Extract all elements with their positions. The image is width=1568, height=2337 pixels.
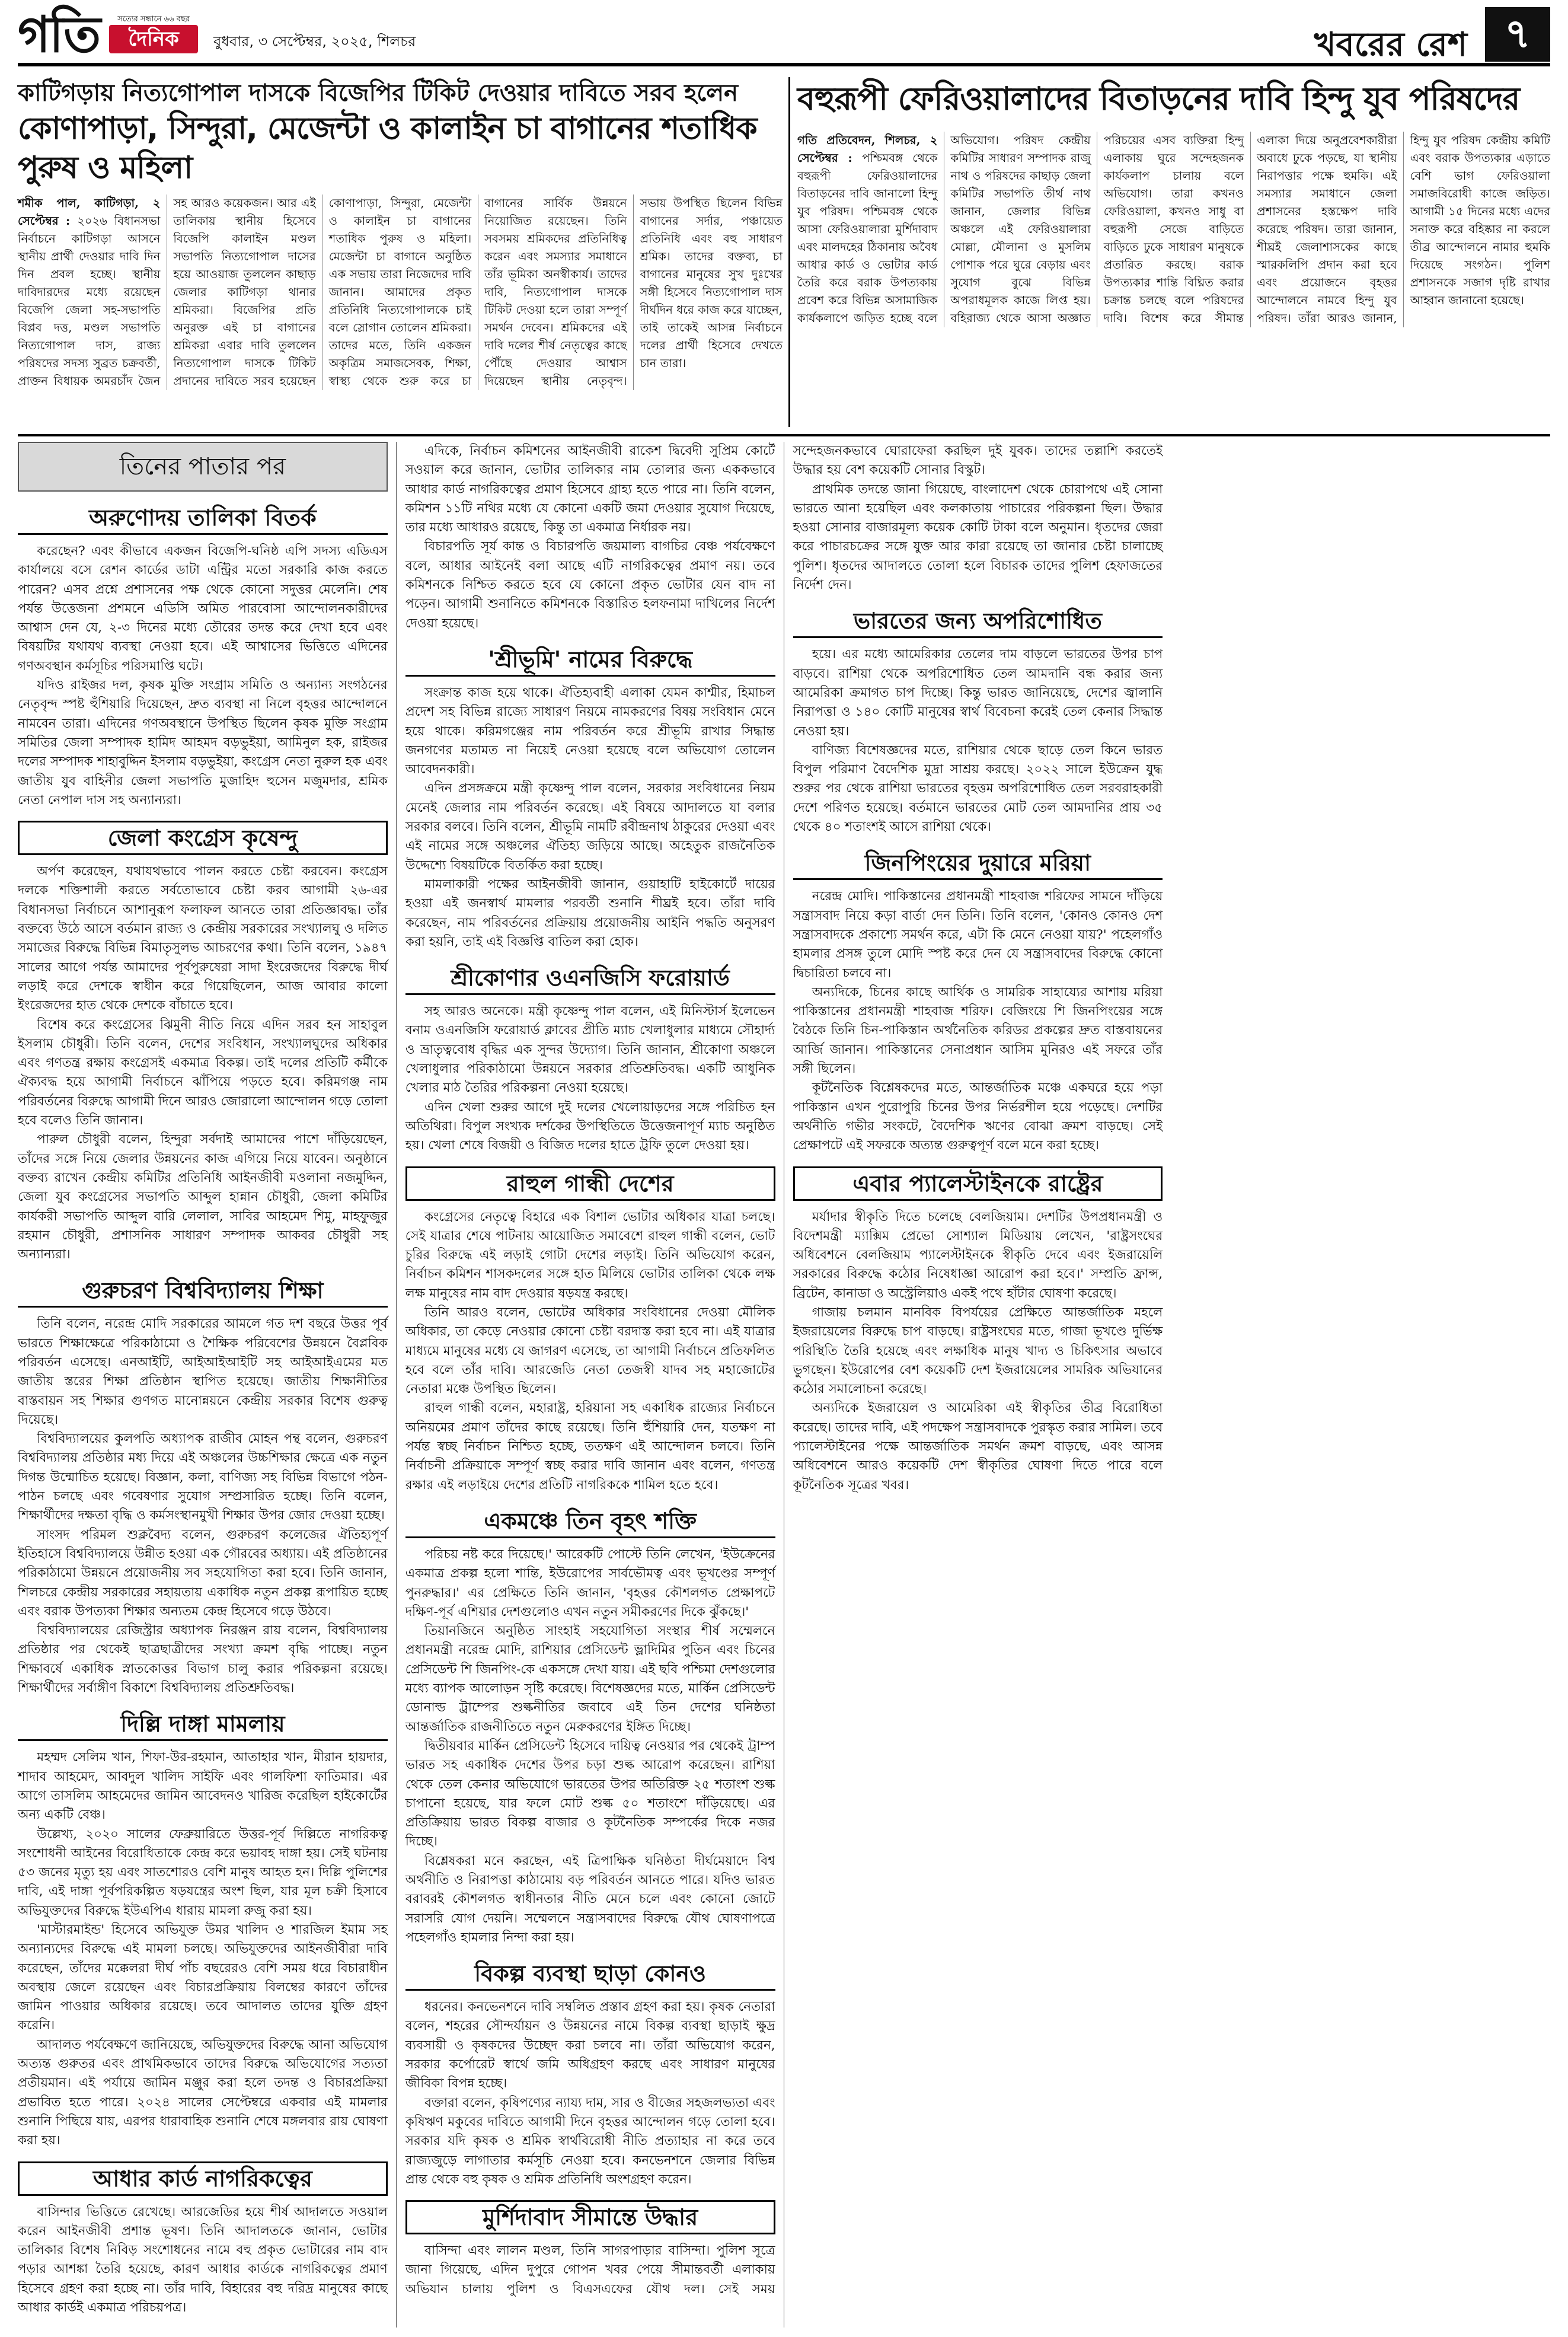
article-headline[interactable]: জেলা কংগ্রেস কৃষেন্দু [18,821,388,855]
article-paragraph: বিশ্ববিদ্যালয়ের কুলপতি অধ্যাপক রাজীব মোহন পন্থ বলেন, গুরুচরণ বিশ্ববিদ্যালয় প্রতিষ্ঠার মধ্য দিয়ে এই অঞ্চলের উচ্চশিক্ষার ক্ষেত্রে এক নতুন দিগন্ত উন্মোচিত হয়েছে। বিজ্ঞান, কলা, বাণিজ্য সহ বিভিন্ন বিভাগে পঠন-পাঠন চলছে এবং গবেষণার সুযোগ সম্প্রসারিত হচ্ছে। তিনি বলেন, শিক্ষার্থীদের দক্ষতা বৃদ্ধি ও কর্মসংস্থানমুখী শিক্ষার উপর জোর দেওয়া হচ্ছে। [18,1431,388,1523]
article-headline[interactable]: গুরুচরণ বিশ্ববিদ্যালয় শিক্ষা [18,1275,388,1308]
article-paragraph: গাজায় চলমান মানবিক বিপর্যয়ের প্রেক্ষিতে আন্তর্জাতিক মহলে ইজরায়েলের বিরুদ্ধে চাপ বাড়ছে। রাষ্ট্রসংঘের মতে, গাজা ভূখণ্ডে দুর্ভিক্ষ পরিস্থিতি তৈরি হয়েছে এবং লক্ষাধিক মানুষ খাদ্য ও চিকিৎসার অভাবে ভুগছেন। ইউরোপের বেশ কয়েকটি দেশ ইজরায়েলের সামরিক অভিযানের কঠোর সমালোচনা করেছে। [793,1305,1163,1397]
article-paragraph: সাংসদ পরিমল শুক্লবৈদ্য বলেন, গুরুচরণ কলেজের ঐতিহ্যপূর্ণ ইতিহাসে বিশ্ববিদ্যালয়ে উন্নীত হওয়া এক গৌরবের অধ্যায়। এই প্রতিষ্ঠানের পরিকাঠামো উন্নয়নে প্রয়োজনীয় সব সহযোগিতা করা হবে। তিনি জানান, শিলচরে কেন্দ্রীয় সরকারের সহায়তায় একাধিক নতুন প্রকল্প রূপায়িত হচ্ছে এবং বরাক উপত্যকা শিক্ষার অন্যতম কেন্দ্র হিসেবে গড়ে উঠবে। [18,1527,388,1619]
logo-badge-tagline: সত্যের সন্ধানে ৬৬ বছর [117,15,190,24]
article-paragraph: বিশ্ববিদ্যালয়ের রেজিস্ট্রার অধ্যাপক নিরঞ্জন রায় বলেন, বিশ্ববিদ্যালয় প্রতিষ্ঠার পর থেকেই ছাত্রছাত্রীদের সংখ্যা ক্রমশ বৃদ্ধি পাচ্ছে। নতুন শিক্ষাবর্ষে একাধিক স্নাতকোত্তর বিভাগ চালু করার পরিকল্পনা রয়েছে। শিক্ষার্থীদের সর্বাঙ্গীণ বিকাশে বিশ্ববিদ্যালয় প্রতিশ্রুতিবদ্ধ। [18,1623,388,1696]
logo-badge [109,14,198,57]
logo-text: গতি [18,5,100,63]
article-paragraph: কংগ্রেসের নেতৃত্বে বিহারে এক বিশাল ভোটার অধিকার যাত্রা চলছে। সেই যাত্রার শেষে পাটনায় আয়োজিত সমাবেশে রাহুল গান্ধী বলেন, ভোট চুরির বিরুদ্ধে এই লড়াই গোটা দেশের লড়াই। তিনি অভিযোগ করেন, নির্বাচন কমিশন শাসকদলের সঙ্গে হাত মিলিয়ে ভোটার তালিকা থেকে লক্ষ লক্ষ মানুষের নাম বাদ দেওয়ার ষড়যন্ত্র করছে। [405,1209,775,1301]
article-headline[interactable]: বিকল্প ব্যবস্থা ছাড়া কোনও [405,1958,775,1991]
article-paragraph: মামলাকারী পক্ষের আইনজীবী জানান, গুয়াহাটি হাইকোর্টে দায়ের হওয়া এই জনস্বার্থ মামলার পরবর্তী শুনানি শীঘ্রই হবে। তাঁরা দাবি করেছেন, নাম পরিবর্তনের প্রক্রিয়ায় প্রয়োজনীয় আইনি পদ্ধতি অনুসরণ করা হয়নি, তাই এই বিজ্ঞপ্তি বাতিল করা হোক। [405,876,775,949]
story-tea-garden [18,77,783,427]
article-paragraph: কূটনৈতিক বিশ্লেষকদের মতে, আন্তর্জাতিক মঞ্চে একঘরে হয়ে পড়া পাকিস্তান এখন পুরোপুরি চিনের উপর নির্ভরশীল হয়ে পড়েছে। দেশটির অর্থনীতি গভীর সংকটে, বৈদেশিক ঋণের বোঝা ক্রমশ বাড়ছে। সেই প্রেক্ষাপটে এই সফরকে অত্যন্ত গুরুত্বপূর্ণ বলে মনে করা হচ্ছে। [793,1080,1163,1153]
article-paragraph: মর্যাদার স্বীকৃতি দিতে চলেছে বেলজিয়াম। দেশটির উপপ্রধানমন্ত্রী ও বিদেশমন্ত্রী ম্যাক্সিম প্রেভো সোশ্যাল মিডিয়ায় লেখেন, 'রাষ্ট্রসংঘের অধিবেশনে বেলজিয়াম প্যালেস্টাইনকে স্বীকৃতি দেবে এবং ইজরায়েলি সরকারের বিরুদ্ধে কঠোর নিষেধাজ্ঞা আরোপ করা হবে।' সম্প্রতি ফ্রান্স, ব্রিটেন, কানাডা ও অস্ট্রেলিয়াও একই পথে হাঁটার ঘোষণা করেছে। [793,1209,1163,1301]
article-paragraph: নরেন্দ্র মোদি। পাকিস্তানের প্রধানমন্ত্রী শাহবাজ শরিফের সামনে দাঁড়িয়ে সন্ত্রাসবাদ নিয়ে কড়া বার্তা দেন তিনি। তিনি বলেন, 'কোনও কোনও দেশ সন্ত্রাসবাদকে প্রকাশ্যে সমর্থন করে, এটা কি মেনে নেওয়া যায়?' পহেলগাঁও হামলার প্রসঙ্গ তুলে মোদি স্পষ্ট করে দেন যে সন্ত্রাসবাদের বিরুদ্ধে কোনো দ্বিচারিতা চলবে না। [793,889,1163,981]
article-paragraph: হয়ে। এর মধ্যে আমেরিকার তেলের দাম বাড়লে ভারতের উপর চাপ বাড়বে। রাশিয়া থেকে অপরিশোধিত তেল আমদানি বন্ধ করার জন্য আমেরিকা ক্রমাগত চাপ দিচ্ছে। কিন্তু ভারত জানিয়েছে, দেশের জ্বালানি নিরাপত্তা ও ১৪০ কোটি মানুষের স্বার্থ বিবেচনা করেই তেল কেনার সিদ্ধান্ত নেওয়া হয়। [793,647,1163,739]
article-paragraph: দ্বিতীয়বার মার্কিন প্রেসিডেন্ট হিসেবে দায়িত্ব নেওয়ার পর থেকেই ট্রাম্প ভারত সহ একাধিক দেশের উপর চড়া শুল্ক আরোপ করেছেন। রাশিয়া থেকে তেল কেনার অভিযোগে ভারতের উপর অতিরিক্ত ২৫ শতাংশ শুল্ক চাপানো হয়েছে, যার ফলে মোট শুল্ক ৫০ শতাংশে দাঁড়িয়েছে। এর প্রতিক্রিয়ায় ভারত বিকল্প বাজার ও কূটনৈতিক সম্পর্কের দিকে নজর দিচ্ছে। [405,1738,775,1850]
masthead [18,7,1550,66]
story-headline[interactable]: বহুরূপী ফেরিওয়ালাদের বিতাড়নের দাবি হিন্দু যুব পরিষদের [797,80,1520,117]
article-paragraph: 'মাস্টারমাইন্ড' হিসেবে অভিযুক্ত উমর খালিদ ও শারজিল ইমাম সহ অন্যান্যদের বিরুদ্ধে এই মামলা চলছে। অভিযুক্তদের আইনজীবীরা দাবি করেছেন, তাঁদের মক্কেলরা দীর্ঘ পাঁচ বছরেরও বেশি সময় ধরে বিচারাধীন অবস্থায় জেলে রয়েছেন এবং বিচারপ্রক্রিয়ায় বিলম্বের কারণে তাঁদের জামিন পাওয়ার অধিকার রয়েছে। তবে আদালত তাদের যুক্তি গ্রহণ করেনি। [18,1922,388,2033]
story-kicker: কাটিগড়ায় নিত্যগোপাল দাসকে বিজেপির টিকিট দেওয়ার দাবিতে সরব হলেন [18,79,738,107]
article-paragraph: অর্পণ করেছেন, যথাযথভাবে পালন করতে চেষ্টা করবেন। কংগ্রেস দলকে শক্তিশালী করতে সর্বতোভাবে চেষ্টা করব আগামী ২৬-এর বিধানসভা নির্বাচনে আশানুরূপ ফলাফল আনতে তারা প্রতিজ্ঞাবদ্ধ। তাঁর বক্তব্যে উঠে আসে বর্তমান রাজ্য ও কেন্দ্রীয় সরকারের সংখ্যালঘু ও দলিত সমাজের বিরুদ্ধে বিভিন্ন বিমাতৃসুলভ আচরণের কথা। তিনি বলেন, ১৯৪৭ সালের আগে পর্যন্ত আমাদের পূর্বপুরুষেরা সাদা ইংরেজদের বিরুদ্ধে দীর্ঘ লড়াই করে দেশকে স্বাধীন করে গিয়েছিলেন, আজ আবার কালো ইংরেজদের হাত থেকে দেশকে বাঁচাতে হবে। [18,864,388,1013]
article-paragraph: বাসিন্দা এবং লালন মণ্ডল, তিনি সাগরপাড়ার বাসিন্দা। পুলিশ সূত্রে জানা গিয়েছে, এদিন দুপুরে গোপন খবর পেয়ে সীমান্তবর্তী এলাকায় অভিযান চালায় পুলিশ ও বিএসএফের যৌথ দল। সেই সময় সন্দেহজনকভাবে ঘোরাফেরা করছিল দুই যুবক। তাদের তল্লাশি করতেই উদ্ধার হয় বেশ কয়েকটি সোনার বিস্কুট। [405,444,1163,2297]
story-text: ২০২৬ বিধানসভা নির্বাচনে কাটিগড়া আসনে স্থানীয় প্রার্থী দেওয়ার দাবি দিন দিন প্রবল হচ্ছে। স্থানীয় দাবিদারদের মধ্যে রয়েছেন বিজেপি জেলা সহ-সভাপতি বিপ্লব দত্ত, মণ্ডল সভাপতি নিত্যগোপাল দাস, রাজ্য পরিষদের সদস্য সুব্রত চক্রবর্তী, প্রাক্তন বিধায়ক অমরচাঁদ জৈন সহ আরও কয়েকজন। আর এই তালিকায় স্থানীয় হিসেবে বিজেপি কালাইন মণ্ডল সভাপতি নিত্যগোপাল দাসের হয়ে আওয়াজ তুললেন কাছাড় জেলার কাটিগড়া থানার শ্রমিকরা। বিজেপির প্রতি অনুরক্ত এই চা বাগানের শ্রমিকরা এবার দাবি তুললেন নিত্যগোপাল দাসকে টিকিট প্রদানের দাবিতে সরব হয়েছেন কোণাপাড়া, সিন্দুরা, মেজেন্টা ও কালাইন চা বাগানের শতাধিক পুরুষ ও মহিলা। মেজেন্টা চা বাগানে অনুষ্ঠিত এক সভায় তারা নিজেদের দাবি জানান। আমাদের প্রকৃত প্রতিনিধি নিত্যগোপালকে চাই বলে স্লোগান তোলেন শ্রমিকরা। তাদের মতে, তিনি একজন অকৃত্রিম সমাজসেবক, শিক্ষা, স্বাস্থ্য থেকে শুরু করে চা বাগানের সার্বিক উন্নয়নে নিয়োজিত রয়েছেন। তিনি সবসময় শ্রমিকদের প্রতিনিধিত্ব করেন এবং সমস্যার সমাধানে তাঁর ভূমিকা অনস্বীকার্য। তাদের দাবি, নিত্যগোপাল দাসকে টিকিট দেওয়া হলে তারা সম্পূর্ণ সমর্থন দেবেন। শ্রমিকদের এই দাবি দলের শীর্ষ নেতৃত্বের কাছে পৌঁছে দেওয়ার আশ্বাস দিয়েছেন স্থানীয় নেতৃবৃন্দ। সভায় উপস্থিত ছিলেন বিভিন্ন বাগানের সর্দার, পঞ্চায়েত প্রতিনিধি এবং বহু সাধারণ শ্রমিক। তাদের বক্তব্য, চা বাগানের মানুষের সুখ দুঃখের সঙ্গী হিসেবে নিত্যগোপাল দাস দীর্ঘদিন ধরে কাজ করে যাচ্ছেন, তাই তাকেই আসন্ন নির্বাচনে দলের প্রার্থী হিসেবে দেখতে চান তারা। [18,196,783,388]
article-paragraph: আদালত পর্যবেক্ষণে জানিয়েছে, অভিযুক্তদের বিরুদ্ধে আনা অভিযোগ অত্যন্ত গুরুতর এবং প্রাথমিকভাবে তাদের বিরুদ্ধে অভিযোগের সত্যতা প্রতীয়মান। এই পর্যায়ে জামিন মঞ্জুর করা হলে তদন্ত ও বিচারপ্রক্রিয়া প্রভাবিত হতে পারে। ২০২৪ সালের সেপ্টেম্বরে একবার এই মামলার শুনানি পিছিয়ে যায়, এরপর ধারাবাহিক শুনানি শেষে মঙ্গলবার রায় ঘোষণা করা হয়। [18,2037,388,2148]
article-paragraph: পারুল চৌধুরী বলেন, হিন্দুরা সর্বদাই আমাদের পাশে দাঁড়িয়েছেন, তাঁদের সঙ্গে নিয়ে জেলার উন্নয়নের কাজ এগিয়ে নিয়ে যাবেন। অনুষ্ঠানে বক্তব্য রাখেন কেন্দ্রীয় কমিটির প্রতিনিধি আইনজীবী মওলানা নজমুদ্দিন, জেলা যুব কংগ্রেসের সভাপতি আব্দুল হান্নান চৌধুরী, জেলা কমিটির কার্যকরী সভাপতি আব্দুল বারি লেলাল, সাবির আহমেদ শিমু, মাহফুজুর রহমান চৌধুরী, প্রশাসনিক সাধারণ সম্পাদক আকবর চৌধুরী সহ অন্যান্যরা। [18,1132,388,1262]
story-byline: শমীক পাল, কাটিগড়া, ২ সেপ্টেম্বর : [18,196,161,228]
article-headline[interactable]: একমঞ্চে তিন বৃহৎ শক্তি [405,1506,775,1538]
story-byline: গতি প্রতিবেদন, শিলচর, ২ সেপ্টেম্বর : [797,133,938,165]
article-paragraph: বিচারপতি সূর্য কান্ত ও বিচারপতি জয়মাল্য বাগচির বেঞ্চ পর্যবেক্ষণে বলে, আধার আইনেই বলা আছে এটি নাগরিকত্বের প্রমাণ নয়। তবে কমিশনকে নিশ্চিত করতে হবে যে কোনো প্রকৃত ভোটার যেন বাদ না পড়েন। আগামী শুনানিতে কমিশনকে বিস্তারিত হলফনামা দাখিলের নির্দেশ দেওয়া হয়েছে। [405,539,775,631]
article-headline[interactable]: রাহুল গান্ধী দেশের [405,1166,775,1201]
article-paragraph: অন্যদিকে, চিনের কাছে আর্থিক ও সামরিক সাহায্যের আশায় মরিয়া পাকিস্তানের প্রধানমন্ত্রী শাহবাজ শরিফ। বেজিংয়ে শি জিনপিংয়ের সঙ্গে বৈঠকে তিনি চিন-পাকিস্তান অর্থনৈতিক করিডর প্রকল্পের দ্রুত বাস্তবায়নের আর্জি জানান। পাকিস্তানের সেনাপ্রধান আসিম মুনিরও এই সফরে তাঁর সঙ্গী ছিলেন। [793,984,1163,1077]
article-paragraph: করেছেন? এবং কীভাবে একজন বিজেপি-ঘনিষ্ঠ এপি সদস্য এডিএস কার্যালয়ে বসে রেশন কার্ডের ডাটা এন্ট্রির মতো সরকারি কাজ করতে পারেন? এসব প্রশ্নে প্রশাসনের পক্ষ থেকে কোনো সদুত্তর মেলেনি। শেষ পর্যন্ত উত্তেজনা প্রশমনে এডিসি অমিত পারবোসা আন্দোলনকারীদের আশ্বাস দেন যে, ২-৩ দিনের মধ্যে তৌরের তদন্ত করে দেখা হবে এবং বিষয়টির যথাযথ ব্যবস্থা নেওয়া হবে। এই আশ্বাসের ভিত্তিতে এদিনের গণঅবস্থান কর্মসূচির পরিসমাপ্তি ঘটে। [18,544,388,674]
story-headline[interactable]: কোণাপাড়া, সিন্দুরা, মেজেন্টা ও কালাইন চা বাগানের শতাধিক পুরুষ ও মহিলা [18,111,757,186]
article-paragraph: ধরনের। কনভেনশনে দাবি সম্বলিত প্রস্তাব গ্রহণ করা হয়। কৃষক নেতারা বলেন, শহরের সৌন্দর্যায়ন ও উন্নয়নের নামে বিকল্প ব্যবস্থা ছাড়াই ক্ষুদ্র ব্যবসায়ী ও কৃষকদের উচ্ছেদ করা চলবে না। তাঁরা অভিযোগ করেন, সরকার কর্পোরেট স্বার্থে জমি অধিগ্রহণ করছে এবং সাধারণ মানুষের জীবিকা বিপন্ন হচ্ছে। [405,2000,775,2091]
article-paragraph: প্রাথমিক তদন্তে জানা গিয়েছে, বাংলাদেশ থেকে চোরাপথে এই সোনা ভারতে আনা হয়েছিল এবং কলকাতায় পাচারের পরিকল্পনা ছিল। উদ্ধার হওয়া সোনার বাজারমূল্য কয়েক কোটি টাকা বলে অনুমান। ধৃতদের জেরা করে পাচারচক্রের সঙ্গে যুক্ত আর কারা রয়েছে তা জানার চেষ্টা চালাচ্ছে পুলিশ। ধৃতদের আদালতে তোলা হলে বিচারক তাদের পুলিশ হেফাজতের নির্দেশ দেন। [793,482,1163,593]
date-line: বুধবার, ৩ সেপ্টেম্বর, ২০২৫, শিলচর [213,33,416,50]
article-paragraph: এদিন প্রসঙ্গক্রমে মন্ত্রী কৃষ্ণেন্দু পাল বলেন, সরকার সংবিধানের নিয়ম মেনেই জেলার নাম পরিবর্তন করেছে। এই বিষয়ে আদালতে যা বলার সরকার বলবে। তিনি বলেন, শ্রীভূমি নামটি রবীন্দ্রনাথ ঠাকুরের দেওয়া এবং এই নামের সঙ্গে অঞ্চলের ঐতিহ্য জড়িয়ে আছে। অহেতুক রাজনৈতিক উদ্দেশ্যে বিষয়টিকে বিতর্কিত করা হচ্ছে। [405,781,775,873]
article-paragraph: বাসিন্দার ভিত্তিতে রেখেছে। আরজেডির হয়ে শীর্ষ আদালতে সওয়াল করেন আইনজীবী প্রশান্ত ভূষণ। তিনি আদালতকে জানান, ভোটার তালিকার বিশেষ নিবিড় সংশোধনের নামে বহু প্রকৃত ভোটারের নাম বাদ পড়ার আশঙ্কা তৈরি হয়েছে, কারণ আধার কার্ডকে নাগরিকত্বের প্রমাণ হিসেবে গ্রহণ করা হচ্ছে না। তাঁর দাবি, বিহারের বহু দরিদ্র মানুষের কাছে আধার কার্ডই একমাত্র পরিচয়পত্র। [18,2204,388,2316]
article-headline[interactable]: শ্রীকোণার ওএনজিসি ফরোয়ার্ড [405,962,775,995]
continued-banner: তিনের পাতার পর [18,442,388,492]
article-headline[interactable]: দিল্লি দাঙ্গা মামলায় [18,1708,388,1741]
article-headline[interactable]: জিনপিংয়ের দুয়ারে মরিয়া [793,847,1163,880]
article-paragraph: তিনি আরও বলেন, ভোটের অধিকার সংবিধানের দেওয়া মৌলিক অধিকার, তা কেড়ে নেওয়ার কোনো চেষ্টা বরদাস্ত করা হবে না। এই যাত্রার মাধ্যমে মানুষের মধ্যে যে জাগরণ এসেছে, তা আগামী নির্বাচনে প্রতিফলিত হবে বলে তাঁর দাবি। আরজেডি নেতা তেজস্বী যাদব সহ মহাজোটের নেতারা মঞ্চে উপস্থিত ছিলেন। [405,1305,775,1397]
page-number: ৭ [1485,7,1550,62]
article-paragraph: বক্তারা বলেন, কৃষিপণ্যের ন্যায্য দাম, সার ও বীজের সহজলভ্যতা এবং কৃষিঋণ মকুবের দাবিতে আগামী দিনে বৃহত্তর আন্দোলন গড়ে তোলা হবে। সরকার যদি কৃষক ও শ্রমিক স্বার্থবিরোধী নীতি প্রত্যাহার না করে তবে রাজ্যজুড়ে লাগাতার কর্মসূচি নেওয়া হবে। কনভেনশনে জেলার বিভিন্ন প্রান্ত থেকে বহু কৃষক ও শ্রমিক প্রতিনিধি অংশগ্রহণ করেন। [405,2095,775,2187]
article-paragraph: এদিকে, নির্বাচন কমিশনের আইনজীবী রাকেশ দ্বিবেদী সুপ্রিম কোর্টে সওয়াল করে জানান, ভোটার তালিকার নাম তোলার জন্য এককভাবে আধার কার্ড নাগরিকত্বের প্রমাণ হিসেবে গ্রাহ্য হতে পারে না। তিনি বলেন, কমিশন ১১টি নথির মধ্যে যে কোনো একটি জমা দেওয়ার সুযোগ দিয়েছে, তার মধ্যে আধারও রয়েছে, কিন্তু তা একমাত্র নির্ধারক নয়। [405,444,775,535]
story-hawkers [797,77,1550,427]
section-rule [18,434,1550,436]
article-headline[interactable]: অরুণোদয় তালিকা বিতর্ক [18,502,388,535]
article-paragraph: তিয়ানজিনে অনুষ্ঠিত সাংহাই সহযোগিতা সংস্থার শীর্ষ সম্মেলনে প্রধানমন্ত্রী নরেন্দ্র মোদি, রাশিয়ার প্রেসিডেন্ট ভ্লাদিমির পুতিন এবং চিনের প্রেসিডেন্ট শি জিনপিং-কে একসঙ্গে দেখা যায়। এই ছবি পশ্চিমা দেশগুলোর মধ্যে ব্যাপক আলোড়ন সৃষ্টি করেছে। বিশেষজ্ঞদের মতে, মার্কিন প্রেসিডেন্ট ডোনাল্ড ট্রাম্পের শুল্কনীতির জবাবে এই তিন দেশের ঘনিষ্ঠতা আন্তর্জাতিক রাজনীতিতে নতুন মেরুকরণের ইঙ্গিত দিচ্ছে। [405,1624,775,1735]
article-headline[interactable]: আধার কার্ড নাগরিকত্বের [18,2161,388,2196]
article-paragraph: এদিন খেলা শুরুর আগে দুই দলের খেলোয়াড়দের সঙ্গে পরিচিত হন অতিথিরা। বিপুল সংখ্যক দর্শকের উপস্থিতিতে উত্তেজনাপূর্ণ ম্যাচ অনুষ্ঠিত হয়। খেলা শেষে বিজয়ী ও বিজিত দলের হাতে ট্রফি তুলে দেওয়া হয়। [405,1099,775,1153]
article-paragraph: বিশেষ করে কংগ্রেসের ঝিমুনী নীতি নিয়ে এদিন সরব হন সাহাবুল ইসলাম চৌধুরী। তিনি বলেন, দেশের সংবিধান, সংখ্যালঘুদের অধিকার এবং গণতন্ত্র রক্ষায় কংগ্রেসই একমাত্র বিকল্প। তাই দলের প্রতিটি কর্মীকে ঐক্যবদ্ধ হয়ে আগামী নির্বাচনে ঝাঁপিয়ে পড়তে হবে। করিমগঞ্জ নাম পরিবর্তনের বিরুদ্ধে আগামী দিনে আরও জোরালো আন্দোলন গড়ে তোলা হবে বলেও তিনি জানান। [18,1017,388,1128]
article-paragraph: বাণিজ্য বিশেষজ্ঞদের মতে, রাশিয়ার থেকে ছাড়ে তেল কিনে ভারত বিপুল পরিমাণ বৈদেশিক মুদ্রা সাশ্রয় করছে। ২০২২ সালে ইউক্রেন যুদ্ধ শুরুর পর থেকে রাশিয়া ভারতের বৃহত্তম অপরিশোধিত তেল সরবরাহকারী দেশে পরিণত হয়েছে। বর্তমানে ভারতের মোট তেল আমদানির প্রায় ৩৫ থেকে ৪০ শতাংশই আসে রাশিয়া থেকে। [793,742,1163,835]
logo-badge-label: দৈনিক [109,25,198,53]
section-title: খবরের রেশ [1314,25,1467,64]
article-paragraph: উল্লেখ্য, ২০২০ সালের ফেব্রুয়ারিতে উত্তর-পূর্ব দিল্লিতে নাগরিকত্ব সংশোধনী আইনের বিরোধিতাকে কেন্দ্র করে ভয়াবহ দাঙ্গা হয়। সেই ঘটনায় ৫৩ জনের মৃত্যু হয় এবং সাতশোরও বেশি মানুষ আহত হন। দিল্লি পুলিশের দাবি, এই দাঙ্গা পূর্বপরিকল্পিত ষড়যন্ত্রের অংশ ছিল, যার মূল চক্রী হিসাবে অভিযুক্তদের বিরুদ্ধে ইউএপিএ ধারায় মামলা রুজু করা হয়। [18,1826,388,1918]
article-paragraph: রাহুল গান্ধী বলেন, মহারাষ্ট্র, হরিয়ানা সহ একাধিক রাজ্যের নির্বাচনে অনিয়মের প্রমাণ তাঁদের কাছে রয়েছে। তিনি হুঁশিয়ারি দেন, যতক্ষণ না পর্যন্ত স্বচ্ছ নির্বাচন নিশ্চিত হচ্ছে, ততক্ষণ এই আন্দোলন চলবে। তিনি নির্বাচনী প্রক্রিয়াকে সম্পূর্ণ স্বচ্ছ করার দাবি জানান এবং বলেন, গণতন্ত্র রক্ষার এই লড়াইয়ে দেশের প্রতিটি নাগরিককে শামিল হতে হবে। [405,1401,775,1493]
continued-articles [18,442,1550,2328]
article-headline[interactable]: 'শ্রীভূমি' নামের বিরুদ্ধে [405,644,775,677]
article-headline[interactable]: মুর্শিদাবাদ সীমান্তে উদ্ধার [405,2200,775,2234]
newspaper-logo[interactable] [18,7,198,62]
story-text: পশ্চিমবঙ্গ থেকে বহুরূপী ফেরিওয়ালাদের বিতাড়নের দাবি জানালো হিন্দু যুব পরিষদ। পশ্চিমবঙ্গ থেকে আসা ফেরিওয়ালারা মুর্শিদাবাদ এবং মালদহের ঠিকানায় অবৈধ আধার কার্ড ও ভোটার কার্ড তৈরি করে বরাক উপত্যকায় প্রবেশ করে বিভিন্ন অসামাজিক কার্যকলাপে জড়িত হচ্ছে বলে অভিযোগ। পরিষদ কেন্দ্রীয় কমিটির সাধারণ সম্পাদক রাজু নাথ ও পরিষদের কাছাড় জেলা কমিটির সভাপতি তীর্থ নাথ জানান, জেলার বিভিন্ন অঞ্চলে এই ফেরিওয়ালারা মোল্লা, মৌলানা ও মুসলিম পোশাক পরে ঘুরে বেড়ায় এবং সুযোগ বুঝে বিভিন্ন অপরাধমূলক কাজে লিপ্ত হয়। বহিরাজ্য থেকে আসা অজ্ঞাত পরিচয়ের এসব ব্যক্তিরা হিন্দু এলাকায় ঘুরে সন্দেহজনক কার্যকলাপ চালায় বলে অভিযোগ। তারা কখনও ফেরিওয়ালা, কখনও সাধু বা বহুরূপী সেজে বাড়িতে বাড়িতে ঢুকে সাধারণ মানুষকে প্রতারিত করছে। বরাক উপত্যকার শান্তি বিঘ্নিত করার চক্রান্ত চলছে বলে পরিষদের দাবি। বিশেষ করে সীমান্ত এলাকা দিয়ে অনুপ্রবেশকারীরা অবাধে ঢুকে পড়ছে, যা স্থানীয় নিরাপত্তার পক্ষে হুমকি। এই সমস্যার সমাধানে জেলা প্রশাসনের হস্তক্ষেপ দাবি করেছে পরিষদ। তারা জানান, শীঘ্রই জেলাশাসকের কাছে স্মারকলিপি প্রদান করা হবে এবং প্রয়োজনে বৃহত্তর আন্দোলনে নামবে হিন্দু যুব পরিষদ। তাঁরা আরও জানান, হিন্দু যুব পরিষদ কেন্দ্রীয় কমিটি এবং বরাক উপত্যকার এড়াতে বেশি ভাগ ফেরিওয়ালা সমাজবিরোধী কাজে জড়িত। আগামী ১৫ দিনের মধ্যে এদের সনাক্ত করে বহিষ্কার না করলে তীব্র আন্দোলনে নামার হুমকি দিয়েছে সংগঠন। পুলিশ প্রশাসনকে সজাগ দৃষ্টি রাখার আহ্বান জানানো হয়েছে। [797,133,1550,325]
article-paragraph: মহম্মদ সেলিম খান, শিফা-উর-রহমান, আতাহার খান, মীরান হায়দার, শাদাব আহমেদ, আবদুল খালিদ সাইফি এবং গালফিশা ফাতিমার। এর আগে তাসলিম আহমেদের জামিন আবেদনও খারিজ করেছিল হাইকোর্টের অন্য একটি বেঞ্চ। [18,1750,388,1823]
article-paragraph: সংক্রান্ত কাজ হয়ে থাকে। ঐতিহ্যবাহী এলাকা যেমন কাশ্মীর, হিমাচল প্রদেশ সহ বিভিন্ন রাজ্যে সাধারণ নিয়মে নামকরণের বিষয় সংবিধান মেনে হয়ে থাকে। করিমগঞ্জের নাম পরিবর্তন করে শ্রীভূমি রাখার সিদ্ধান্ত জনগণের মতামত না নিয়েই নেওয়া হয়েছে বলে অভিযোগ তোলেন আবেদনকারী। [405,685,775,777]
column-divider [788,77,790,427]
article-paragraph: বিশ্লেষকরা মনে করছেন, এই ত্রিপাক্ষিক ঘনিষ্ঠতা দীর্ঘমেয়াদে বিশ্ব অর্থনীতি ও নিরাপত্তা কাঠামোয় বড় পরিবর্তন আনতে পারে। যদিও ভারত বরাবরই কৌশলগত স্বাধীনতার নীতি মেনে চলে এবং কোনো জোটে সরাসরি যোগ দেয়নি। সম্মেলনে সন্ত্রাসবাদের বিরুদ্ধে যৌথ ঘোষণাপত্রে পহেলগাঁও হামলার নিন্দা করা হয়। [405,1853,775,1945]
article-paragraph: অন্যদিকে ইজরায়েল ও আমেরিকা এই স্বীকৃতির তীব্র বিরোধিতা করেছে। তাদের দাবি, এই পদক্ষেপ সন্ত্রাসবাদকে পুরস্কৃত করার সামিল। তবে প্যালেস্টাইনের পক্ষে আন্তর্জাতিক সমর্থন ক্রমশ বাড়ছে, এবং আসন্ন অধিবেশনে আরও কয়েকটি দেশ স্বীকৃতির ঘোষণা দিতে পারে বলে কূটনৈতিক সূত্রের খবর। [793,1401,1163,1493]
article-headline[interactable]: ভারতের জন্য অপরিশোধিত [793,605,1163,638]
article-paragraph: তিনি বলেন, নরেন্দ্র মোদি সরকারের আমলে গত দশ বছরে উত্তর পূর্ব ভারতে শিক্ষাক্ষেত্রে পরিকাঠামো ও শৈক্ষিক পরিবেশের উন্নয়নে বৈপ্লবিক পরিবর্তন এসেছে। এনআইটি, আইআইআইটি সহ আইআইএমের মত জাতীয় স্তরের শিক্ষা প্রতিষ্ঠান স্থাপিত হয়েছে। জাতীয় শিক্ষানীতির বাস্তবায়ন সহ শিক্ষার গুণগত মানোন্নয়নে কেন্দ্রীয় সরকার বিশেষ গুরুত্ব দিয়েছে। [18,1316,388,1427]
article-headline[interactable]: এবার প্যালেস্টাইনকে রাষ্ট্রের [793,1166,1163,1201]
article-paragraph: সহ আরও অনেকে। মন্ত্রী কৃষ্ণেন্দু পাল বলেন, এই মিনিস্টার্স ইলেভেন বনাম ওএনজিসি ফরোয়ার্ড ক্লাবের প্রীতি ম্যাচ খেলাধুলার মাধ্যমে সৌহার্দ্য ও ভ্রাতৃত্ববোধ বৃদ্ধির এক সুন্দর উদ্যোগ। তিনি জানান, শ্রীকোণা অঞ্চলে খেলাধুলার পরিকাঠামো উন্নয়নে সরকার প্রতিশ্রুতিবদ্ধ। একটি আধুনিক খেলার মাঠ তৈরির পরিকল্পনা নেওয়া হয়েছে। [405,1004,775,1096]
article-paragraph: পরিচয় নষ্ট করে দিয়েছে।' আরেকটি পোস্টে তিনি লেখেন, 'ইউক্রেনের একমাত্র প্রকল্প হলো শান্তি, ইউরোপের সার্বভৌমত্ব এবং ভূখণ্ডের সম্পূর্ণ পুনরুদ্ধার।' এর প্রেক্ষিতে তিনি জানান, 'বৃহত্তর কৌশলগত প্রেক্ষাপটে দক্ষিণ-পূর্ব এশিয়ার দেশগুলোও এখন নতুন সমীকরণের দিকে ঝুঁকছে।' [405,1547,775,1619]
story-body [18,195,783,390]
article-paragraph: যদিও রাইজর দল, কৃষক মুক্তি সংগ্রাম সমিতি ও অন্যান্য সংগঠনের নেতৃবৃন্দ স্পষ্ট হুঁশিয়ারি দিয়েছেন, দ্রুত ব্যবস্থা না নিলে বৃহত্তর আন্দোলনে নামবেন তারা। এদিনের গণঅবস্থানে উপস্থিত ছিলেন কৃষক মুক্তি সংগ্রাম সমিতির জেলা সম্পাদক হামিদ আহমদ বড়ভুইয়া, আমিনুল হক, রাইজর দলের সম্পাদক শাহাবুদ্দিন ইসলাম বড়ভুইয়া, কংগ্রেস নেতা নুরুল হক এবং জাতীয় যুব বাহিনীর জেলা সভাপতি মুজাহিদ হুসেন মজুমদার, শ্রমিক নেতা নেপাল দাস সহ অন্যান্যরা। [18,678,388,808]
story-body [797,132,1550,327]
